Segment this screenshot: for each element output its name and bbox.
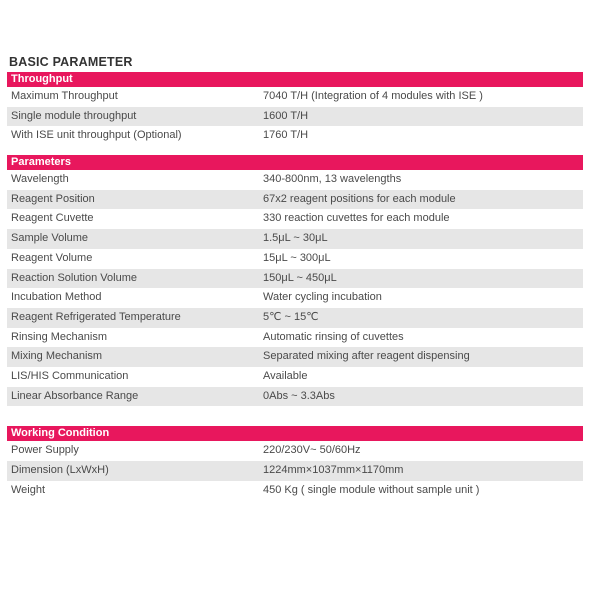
section-header: Parameters [7,155,583,170]
row-value: 1760 T/H [263,129,309,142]
row-label: With ISE unit throughput (Optional) [11,129,182,142]
row-label: Reagent Volume [11,251,93,264]
table-row [7,126,583,146]
row-value: 5℃ ~ 15℃ [263,310,319,323]
row-label: Weight [11,483,46,496]
row-label: LIS/HIS Communication [11,369,129,382]
row-value: Automatic rinsing of cuvettes [263,330,404,343]
table-row [7,190,583,210]
row-label: Mixing Mechanism [11,350,103,363]
row-label: Reagent Refrigerated Temperature [11,310,181,323]
table-row [7,308,583,328]
row-value: 340-800nm, 13 wavelengths [263,173,402,186]
table-row [7,328,583,348]
section-header: Working Condition [7,426,583,441]
row-label: Power Supply [11,444,79,457]
row-label: Reaction Solution Volume [11,271,137,284]
row-value: 1224mm×1037mm×1170mm [263,464,404,476]
row-value: Available [263,369,308,382]
row-label: Maximum Throughput [11,90,118,102]
spec-sheet [7,52,583,500]
row-label: Dimension (LxWxH) [11,464,109,476]
row-value: Water cycling incubation [263,291,382,304]
table-row [7,387,583,407]
table-row [7,249,583,269]
table-row [7,347,583,367]
row-value: 0Abs ~ 3.3Abs [263,389,335,402]
table-row [7,441,583,461]
table-row [7,170,583,190]
row-label: Incubation Method [11,291,102,304]
row-label: Reagent Position [11,192,95,205]
section-throughput [7,72,583,146]
row-value: Separated mixing after reagent dispensing [263,350,470,363]
table-row [7,269,583,289]
section-header: Throughput [7,72,583,87]
table-row [7,481,583,501]
row-value: 67x2 reagent positions for each module [263,192,456,205]
table-row [7,288,583,308]
row-value: 150μL ~ 450μL [263,271,337,284]
table-row [7,367,583,387]
row-label: Wavelength [11,173,69,186]
row-value: 220/230V~ 50/60Hz [263,444,361,457]
row-value: 330 reaction cuvettes for each module [263,212,450,225]
row-label: Single module throughput [11,109,137,122]
row-label: Rinsing Mechanism [11,330,107,343]
row-value: 7040 T/H (Integration of 4 modules with ISE ) [263,90,483,102]
row-value: 450 Kg ( single module without sample unit ) [263,483,480,496]
row-label: Reagent Cuvette [11,212,94,225]
section-parameters [7,155,583,406]
table-row [7,461,583,481]
table-row [7,107,583,127]
table-row [7,209,583,229]
row-value: 15μL ~ 300μL [263,251,331,264]
row-label: Sample Volume [11,232,89,245]
table-row [7,87,583,107]
section-working-condition [7,426,583,500]
row-value: 1600 T/H [263,109,309,122]
row-value: 1.5μL ~ 30μL [263,232,328,245]
page-title: BASIC PARAMETER [9,55,133,69]
row-label: Linear Absorbance Range [11,389,139,402]
table-row [7,229,583,249]
